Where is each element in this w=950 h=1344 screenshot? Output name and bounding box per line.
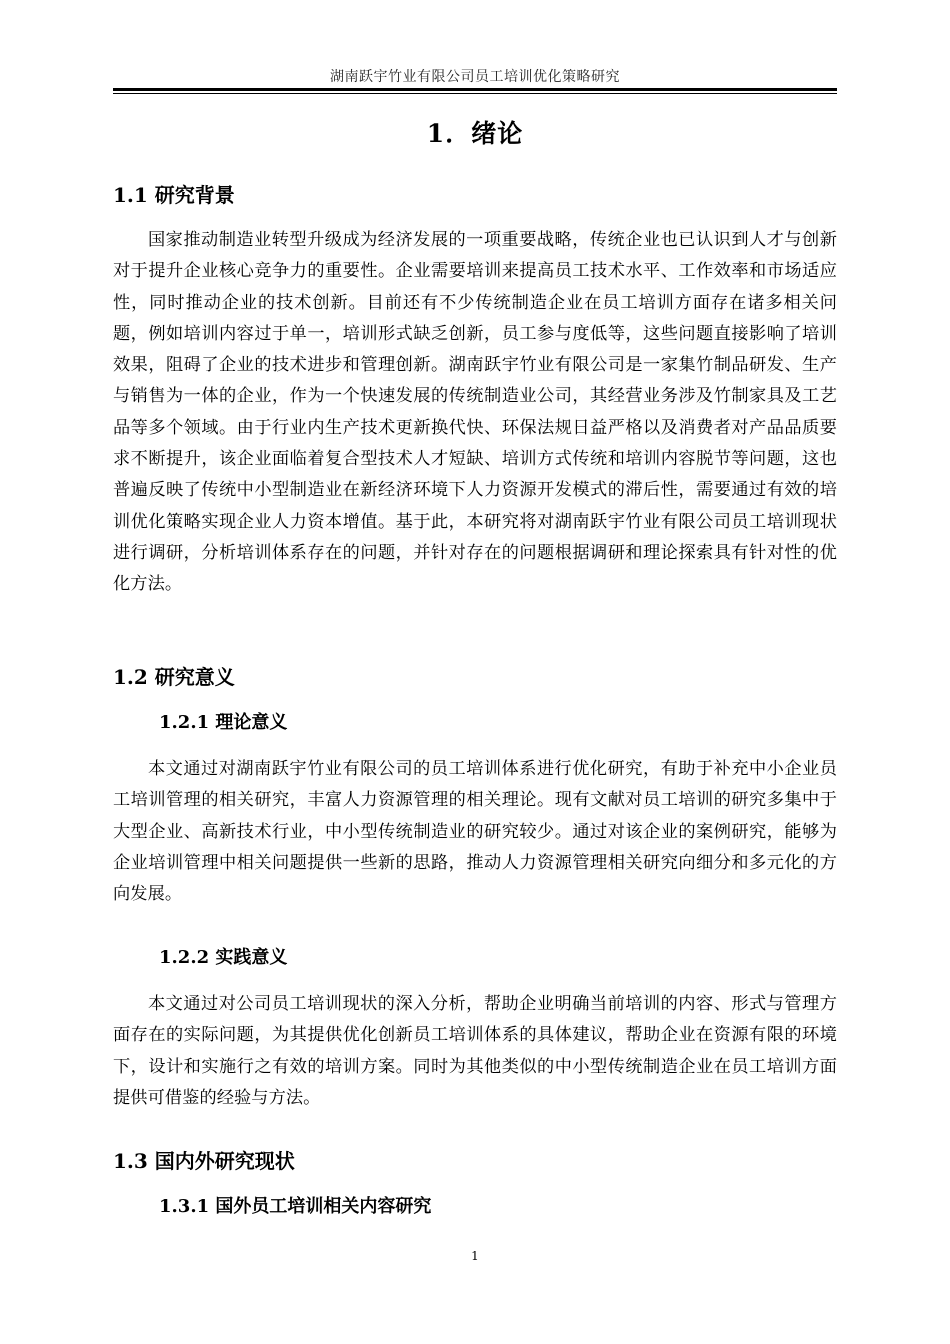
running-header: 湖南跃宇竹业有限公司员工培训优化策略研究 — [330, 69, 620, 85]
section-heading-1-2: 1.2 研究意义 — [113, 665, 235, 689]
section-heading-1-1: 1.1 研究背景 — [113, 183, 235, 207]
paragraph-practical-significance: 本文通过对公司员工培训现状的深入分析，帮助企业明确当前培训的内容、形式与管理方面存在的实际问题，为其提供优化创新员工培训体系的具体建议，帮助企业在资源有限的环境下，设计和实施行之有效的培训方案。同时为其他类似的中小型传统制造企业在员工培训方面提供可借鉴的经验与方法。 — [113, 994, 837, 1108]
paragraph-research-background: 国家推动制造业转型升级成为经济发展的一项重要战略，传统企业也已认识到人才与创新对于提升企业核心竞争力的重要性。企业需要培训来提高员工技术水平、工作效率和市场适应性，同时推动企业的技术创新。目前还有不少传统制造企业在员工培训方面存在诸多相关问题，例如培训内容过于单一，培训形式缺乏创新，员工参与度低等，这些问题直接影响了培训效果，阻碍了企业的技术进步和管理创新。湖南跃宇竹业有限公司是一家集竹制品研发、生产与销售为一体的企业，作为一个快速发展的传统制造业公司，其经营业务涉及竹制家具及工艺品等多个领域。由于行业内生产技术更新换代快、环保法规日益严格以及消费者对产品品质要求不断提升，该企业面临着复合型技术人才短缺、培训方式传统和培训内容脱节等问题，这也普遍反映了传统中小型制造业在新经济环境下人力资源开发模式的滞后性，需要通过有效的培训优化策略实现企业人力资本增值。基于此，本研究将对湖南跃宇竹业有限公司员工培训现状进行调研，分析培训体系存在的问题，并针对存在的问题根据调研和理论探索具有针对性的优化方法。 — [113, 230, 837, 595]
header-rule-thin — [113, 93, 837, 94]
subsection-heading-1-2-2: 1.2.2 实践意义 — [159, 947, 288, 968]
subsection-heading-1-3-1: 1.3.1 国外员工培训相关内容研究 — [159, 1196, 432, 1217]
subsection-heading-1-2-1: 1.2.1 理论意义 — [159, 712, 288, 733]
section-heading-1-3: 1.3 国内外研究现状 — [113, 1149, 295, 1173]
paragraph-theoretical-significance: 本文通过对湖南跃宇竹业有限公司的员工培训体系进行优化研究，有助于补充中小企业员工培训管理的相关研究，丰富人力资源管理的相关理论。现有文献对员工培训的研究多集中于大型企业、高新技术行业，中小型传统制造业的研究较少。通过对该企业的案例研究，能够为企业培训管理中相关问题提供一些新的思路，推动人力资源管理相关研究向细分和多元化的方向发展。 — [113, 759, 837, 905]
chapter-title: 1．绪论 — [426, 119, 524, 148]
page-number: 1 — [471, 1249, 479, 1263]
header-rule-thick — [113, 88, 837, 91]
